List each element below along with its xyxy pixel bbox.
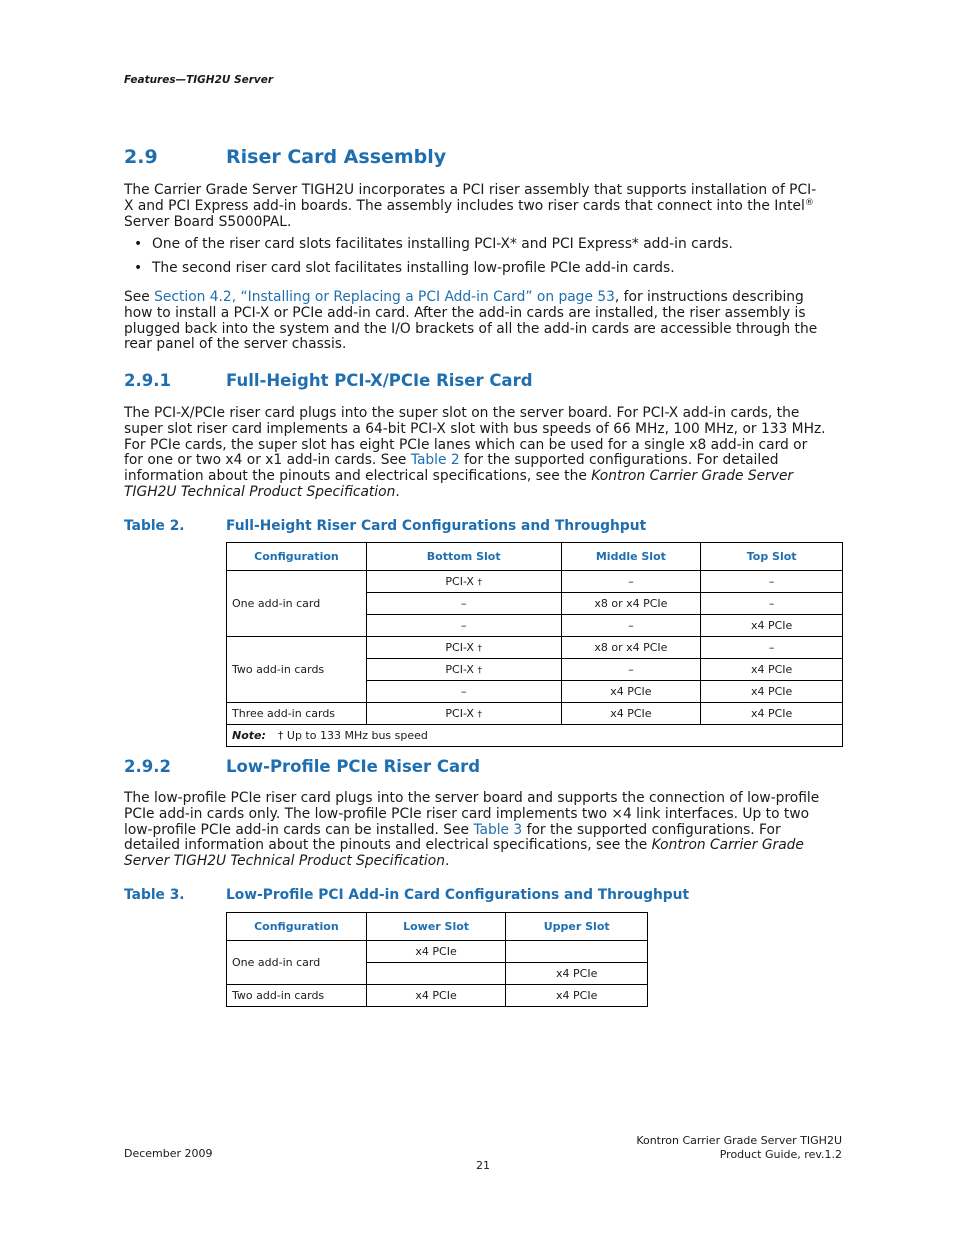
paragraph-line: plugged back into the system and the I/O brackets of all the add-in cards are accessible through the	[124, 320, 818, 337]
page-number: 21	[476, 1159, 490, 1172]
note-text: † Up to 133 MHz bus speed	[277, 729, 428, 742]
text-run: .	[444, 853, 450, 870]
middle-slot-cell: –	[561, 659, 701, 681]
table-label: Table 3.	[124, 887, 185, 903]
config-cell: Two add-in cards	[227, 985, 367, 1007]
middle-slot-cell: –	[561, 571, 701, 593]
table-header-row	[227, 543, 843, 571]
table-row	[227, 637, 843, 659]
bottom-slot-cell: –	[366, 615, 561, 637]
paragraph-line: rear panel of the server chassis.	[124, 336, 347, 353]
paragraph-line: PCIe add-in cards only. The low-profile PCIe riser card implements two ×4 link interfaces. Up to two	[124, 805, 810, 822]
cell-text: PCI-X	[445, 641, 474, 654]
intro-line: The Carrier Grade Server TIGH2U incorporates a PCI riser assembly that supports installation of PCI-	[124, 182, 817, 198]
riser-paragraph	[124, 406, 842, 501]
top-slot-cell: x4 PCIe	[701, 615, 843, 637]
section-heading	[124, 146, 446, 168]
bullet-glyph: •	[134, 260, 143, 276]
top-slot-cell: –	[701, 593, 843, 615]
table-label: Table 2.	[124, 518, 185, 534]
text-run: .	[395, 483, 400, 500]
doc-title-italic: Kontron Carrier Grade	[651, 837, 804, 854]
paragraph-line: The PCI-X/PCIe riser card plugs into the super slot on the server board. For PCI-X add-in cards, the	[124, 405, 800, 421]
text-run: detailed information about the pinouts and electrical specifications, see the	[124, 837, 652, 854]
registered-mark: ®	[804, 197, 814, 208]
see-paragraph	[124, 290, 842, 353]
subsection-number: 2.9.2	[124, 757, 171, 776]
column-header: Configuration	[227, 543, 367, 571]
lower-slot-cell	[366, 963, 506, 985]
subsection-heading	[124, 371, 533, 390]
table-title: Low-Profile PCI Add-in Card Configurations and Throughput	[226, 887, 690, 903]
table-row	[227, 985, 648, 1007]
text-run: for the supported configurations. For detailed	[459, 452, 779, 469]
bullet-text: The second riser card slot facilitates installing low-profile PCIe add-in cards.	[152, 260, 675, 276]
table-2-link[interactable]: Table 2	[410, 452, 460, 469]
lower-slot-cell: x4 PCIe	[366, 985, 506, 1007]
doc-title-italic: Server TIGH2U Technical Product Specification	[124, 853, 445, 870]
config-cell: One add-in card	[227, 941, 367, 985]
column-header: Top Slot	[701, 543, 843, 571]
column-header: Lower Slot	[366, 913, 506, 941]
intro-paragraph	[124, 183, 842, 230]
middle-slot-cell: x8 or x4 PCIe	[561, 637, 701, 659]
doc-title-italic: Kontron Carrier Grade Server	[591, 468, 794, 485]
dagger-mark: †	[477, 644, 482, 654]
section-number: 2.9	[124, 146, 158, 168]
paragraph-line: how to install a PCI-X or PCIe add-in card. After the add-in cards are installed, the riser assembly is	[124, 304, 806, 321]
cell-text: PCI-X	[445, 707, 474, 720]
note-label: Note:	[232, 729, 266, 742]
paragraph-line: The low-profile PCIe riser card plugs into the server board and supports the connection of low-profile	[124, 790, 820, 806]
text-run: low-profile PCIe add-in cards can be installed. See	[124, 821, 474, 838]
table-3-link[interactable]: Table 3	[473, 821, 523, 838]
paragraph-line: For PCIe cards, the super slot has eight PCIe lanes which can be used for a single x8 add-in card or	[124, 436, 808, 453]
footer-product	[636, 1134, 842, 1162]
table-row	[227, 571, 843, 593]
paragraph-line: super slot riser card implements a 64-bit PCI-X slot with bus speeds of 66 MHz, 100 MHz, or 133 MHz.	[124, 420, 826, 437]
footer-date: December 2009	[124, 1147, 213, 1160]
section-title: Riser Card Assembly	[226, 146, 447, 168]
middle-slot-cell: –	[561, 615, 701, 637]
top-slot-cell: –	[701, 571, 843, 593]
text-run: , for instructions describing	[614, 289, 804, 305]
table-2-caption	[124, 518, 646, 534]
footer-product-line: Product Guide, rev.1.2	[719, 1148, 842, 1161]
doc-title-italic: TIGH2U Technical Product Specification	[124, 483, 396, 500]
bullet-text: One of the riser card slots facilitates installing PCI-X* and PCI Express* add-in cards.	[152, 236, 733, 252]
low-profile-paragraph	[124, 791, 842, 870]
text-run: information about the pinouts and electrical specifications, see the	[124, 468, 592, 485]
dagger-mark: †	[477, 710, 482, 720]
bottom-slot-cell	[366, 637, 561, 659]
upper-slot-cell: x4 PCIe	[506, 985, 648, 1007]
table-row	[227, 703, 843, 725]
bottom-slot-cell: –	[366, 681, 561, 703]
text-run: See	[124, 289, 155, 305]
column-header: Bottom Slot	[366, 543, 561, 571]
bullet-item	[134, 260, 675, 276]
config-cell: Two add-in cards	[227, 637, 367, 703]
subsection-number: 2.9.1	[124, 371, 171, 390]
bottom-slot-cell	[366, 703, 561, 725]
intro-line: Server Board S5000PAL.	[124, 213, 292, 230]
middle-slot-cell: x4 PCIe	[561, 703, 701, 725]
upper-slot-cell: x4 PCIe	[506, 963, 648, 985]
table-row	[227, 941, 648, 963]
subsection-title: Full-Height PCI-X/PCIe Riser Card	[226, 371, 533, 390]
subsection-title: Low-Profile PCIe Riser Card	[226, 757, 481, 776]
table-note	[227, 725, 843, 747]
text-run: for one or two x4 or x1 add-in cards. See	[124, 452, 411, 469]
column-header: Upper Slot	[506, 913, 648, 941]
top-slot-cell: x4 PCIe	[701, 659, 843, 681]
cell-text: PCI-X	[445, 575, 474, 588]
table-title: Full-Height Riser Card Configurations and Throughput	[226, 518, 647, 534]
top-slot-cell: –	[701, 637, 843, 659]
upper-slot-cell	[506, 941, 648, 963]
table-3	[226, 912, 648, 1007]
middle-slot-cell: x8 or x4 PCIe	[561, 593, 701, 615]
column-header: Configuration	[227, 913, 367, 941]
cell-text: PCI-X	[445, 663, 474, 676]
column-header: Middle Slot	[561, 543, 701, 571]
intro-line: X and PCI Express add-in boards. The assembly includes two riser cards that connect into the Intel	[124, 197, 805, 214]
table-header-row	[227, 913, 648, 941]
bottom-slot-cell	[366, 659, 561, 681]
dagger-mark: †	[477, 578, 482, 588]
table-note-row	[227, 725, 843, 747]
footer-product-line: Kontron Carrier Grade Server TIGH2U	[636, 1134, 842, 1147]
config-cell: Three add-in cards	[227, 703, 367, 725]
bottom-slot-cell	[366, 571, 561, 593]
bottom-slot-cell: –	[366, 593, 561, 615]
section-4-2-link[interactable]: Section 4.2, “Installing or Replacing a PCI Add-in Card” on page 53	[154, 289, 615, 305]
subsection-heading	[124, 757, 480, 776]
top-slot-cell: x4 PCIe	[701, 681, 843, 703]
running-header: Features—TIGH2U Server	[124, 74, 274, 86]
text-run: for the supported configurations. For	[522, 821, 781, 838]
dagger-mark: †	[477, 666, 482, 676]
lower-slot-cell: x4 PCIe	[366, 941, 506, 963]
bullet-item	[134, 236, 733, 252]
config-cell: One add-in card	[227, 571, 367, 637]
top-slot-cell: x4 PCIe	[701, 703, 843, 725]
table-3-caption	[124, 887, 689, 903]
middle-slot-cell: x4 PCIe	[561, 681, 701, 703]
table-2	[226, 542, 843, 747]
bullet-glyph: •	[134, 236, 143, 252]
